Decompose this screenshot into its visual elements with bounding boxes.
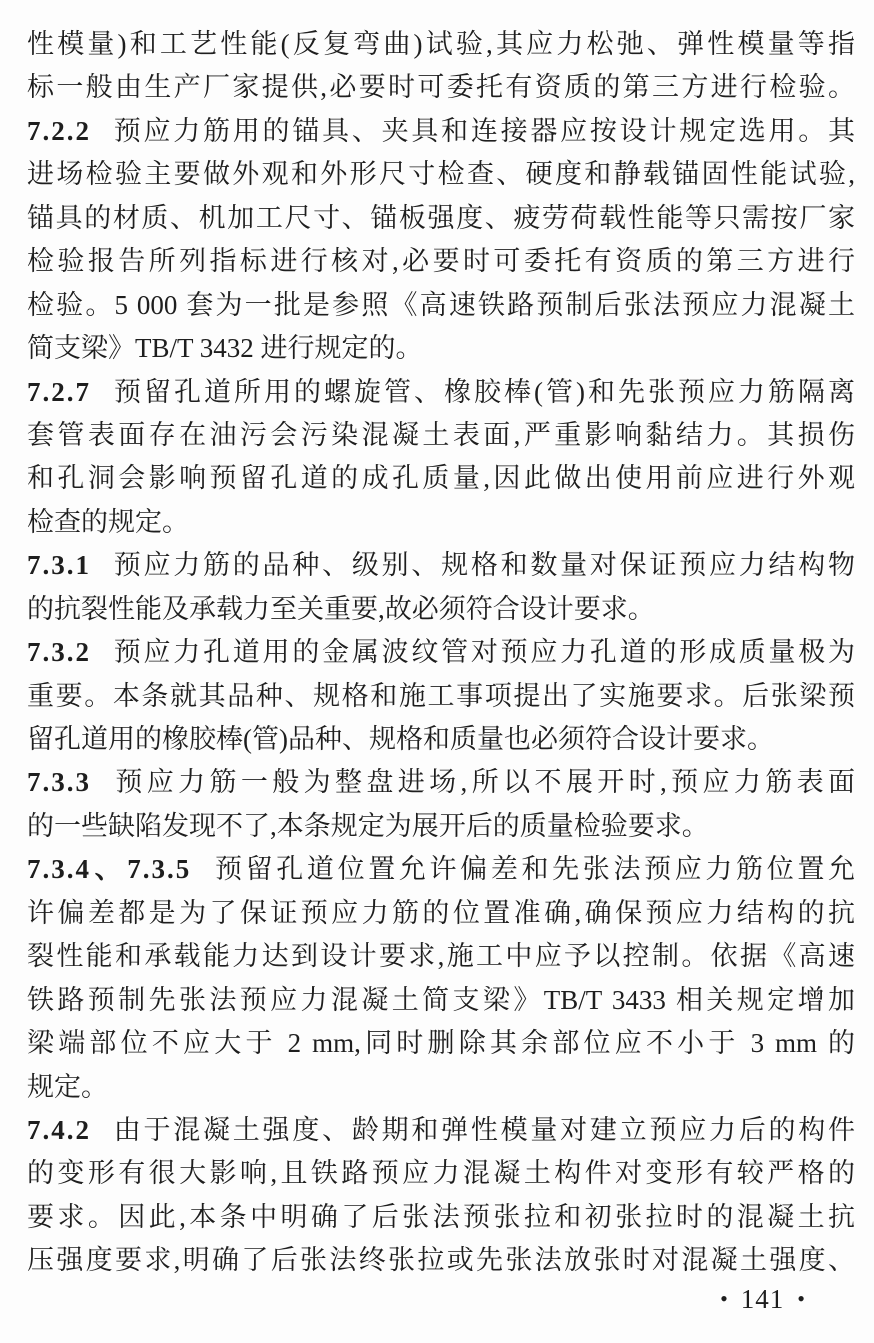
text-line: 的变形有很大影响,且铁路预应力混凝土构件对变形有较严格的 [27,1158,855,1189]
text-line: 重要。本条就其品种、规格和施工事项提出了实施要求。后张梁预 [27,680,855,711]
text-line [27,110,855,153]
text-line [27,1109,855,1152]
text-line: 压强度要求,明确了后张法终张拉或先张法放张时对混凝土强度、 [27,1245,855,1276]
text-line: 套管表面存在油污会污染混凝土表面,严重影响黏结力。其损伤 [27,419,855,450]
section-number: 7.4.2 [27,1114,91,1145]
text-line: 检查的规定。 [27,506,189,537]
page-number-value: 141 [740,1284,785,1314]
section-number: 7.3.1 [27,550,91,581]
text-line: 的抗裂性能及承载力至关重要,故必须符合设计要求。 [27,593,655,624]
text-line: 要求。因此,本条中明确了后张法预张拉和初张拉时的混凝土抗 [27,1201,855,1232]
text-line: 锚具的材质、机加工尺寸、锚板强度、疲劳荷载性能等只需按厂家 [27,202,855,233]
text-line: 进场检验主要做外观和外形尺寸检查、硬度和静载锚固性能试验, [27,159,855,190]
line-text: 由于混凝土强度、龄期和弹性模量对建立预应力后的构件 [111,1114,855,1145]
text-line: 裂性能和承载能力达到设计要求,施工中应予以控制。依据《高速 [27,941,855,972]
text-line: 留孔道用的橡胶棒(管)品种、规格和质量也必须符合设计要求。 [27,724,774,754]
section-number: 7.2.7 [27,376,91,407]
line-text: 预留孔道所用的螺旋管、橡胶棒(管)和先张预应力筋隔离 [111,376,855,407]
text-line: 性模量)和工艺性能(反复弯曲)试验,其应力松弛、弹性模量等指 [27,29,855,59]
text-line: 简支梁》TB/T 3432 进行规定的。 [27,333,423,364]
line-text: 预留孔道位置允许偏差和先张法预应力筋位置允 [211,854,855,885]
page-number-right-dot: • [797,1286,805,1311]
line-text: 预应力筋用的锚具、夹具和连接器应按设计规定选用。其 [111,115,855,146]
text-line [27,544,855,587]
text-line [27,631,855,674]
text-line: 铁路预制先张法预应力混凝土简支梁》TB/T 3433 相关规定增加 [27,984,855,1015]
line-text: 预应力筋一般为整盘进场,所以不展开时,预应力筋表面 [111,767,855,798]
section-number: 7.3.4、7.3.5 [27,854,192,885]
text-line [27,371,855,414]
text-line: 的一些缺陷发现不了,本条规定为展开后的质量检验要求。 [27,810,709,841]
text-line: 和孔洞会影响预留孔道的成孔质量,因此做出使用前应进行外观 [27,463,855,494]
text-line: 标一般由生产厂家提供,必要时可委托有资质的第三方进行检验。 [27,72,855,103]
text-line: 检验报告所列指标进行核对,必要时可委托有资质的第三方进行 [27,246,855,277]
section-number: 7.2.2 [27,115,91,146]
text-line: 检验。5 000 套为一批是参照《高速铁路预制后张法预应力混凝土 [27,289,855,320]
line-text: 预应力筋的品种、级别、规格和数量对保证预应力结构物 [111,550,855,581]
text-line: 许偏差都是为了保证预应力筋的位置准确,确保预应力结构的抗 [27,897,855,928]
line-text: 预应力孔道用的金属波纹管对预应力孔道的形成质量极为 [111,637,855,668]
text-block [27,23,855,1283]
text-line: 规定。 [27,1071,108,1102]
section-number: 7.3.2 [27,637,91,668]
page-number-left-dot: • [720,1286,728,1311]
section-number: 7.3.3 [27,767,91,798]
text-line [27,761,855,804]
text-line: 梁端部位不应大于 2 mm,同时删除其余部位应不小于 3 mm 的 [27,1028,855,1059]
page-number [707,1284,818,1315]
text-line [27,848,855,891]
